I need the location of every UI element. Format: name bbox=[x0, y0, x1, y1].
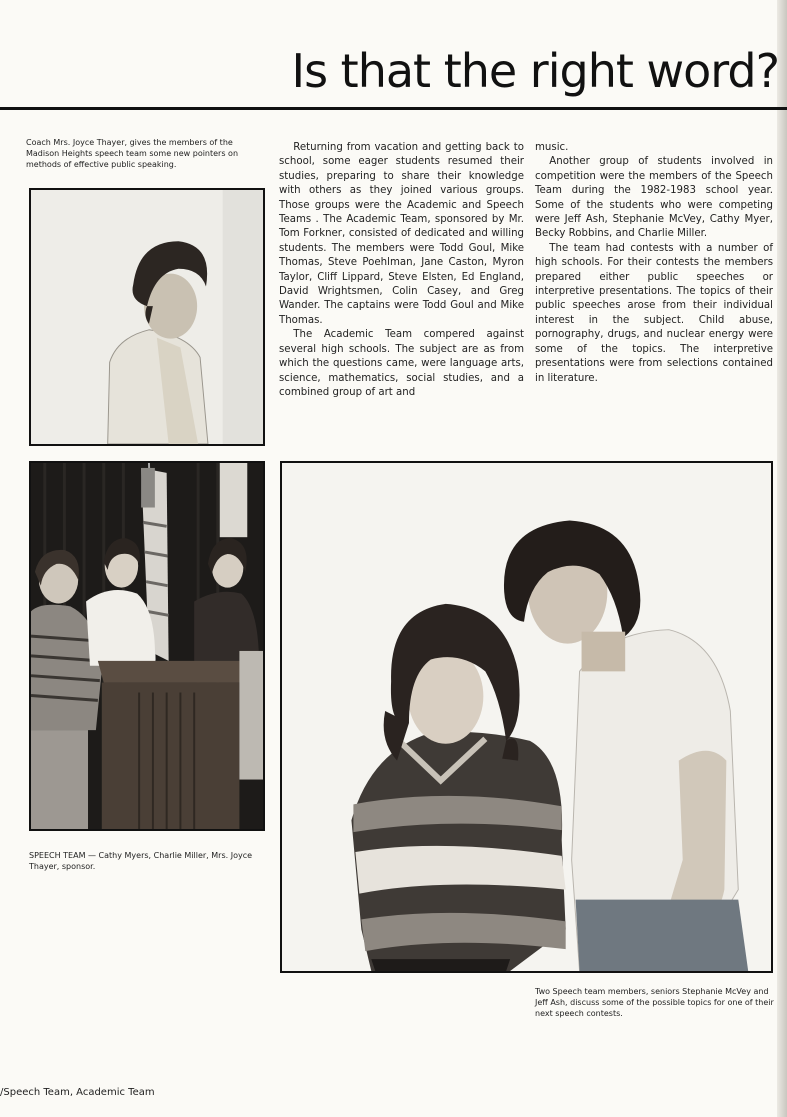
title-rule bbox=[0, 107, 787, 110]
article-paragraph: music. bbox=[535, 142, 569, 153]
article-column-2 bbox=[535, 141, 773, 386]
page-edge bbox=[777, 0, 787, 1117]
coach-photo bbox=[29, 188, 265, 446]
members-photo bbox=[280, 461, 773, 973]
article-paragraph: Returning from vacation and getting back to school, some eager students resumed their studies, preparing to share their knowledge with others as they joined various groups. Those groups were the Academic and Speech Teams . The Academic Team, sponsored by Mr. Tom Forkner, consisted of dedicated and willing students. The members were Todd Goul, Mike Thomas, Steve Poehlman, Jane Caston, Myron Taylor, Cliff Lippard, Steve Elsten, Ed England, David Wrightsmen, Colin Casey, and Greg Wander. The captains were Todd Goul and Mike Thomas. bbox=[279, 142, 524, 326]
coach-caption: Coach Mrs. Joyce Thayer, gives the members of the Madison Heights speech team some new pointers on methods of effective public speaking. bbox=[26, 138, 239, 169]
coach-photo-image bbox=[31, 190, 263, 444]
members-photo-image bbox=[282, 463, 771, 971]
speech-team-caption: SPEECH TEAM — Cathy Myers, Charlie Miller, Mrs. Joyce Thayer, sponsor. bbox=[29, 851, 253, 871]
page-footer: /Speech Team, Academic Team bbox=[0, 1087, 155, 1098]
article-paragraph: Another group of students involved in competition were the members of the Speech Team during the 1982-1983 school year. Some of the students who were competing were Jeff Ash, Stephanie McVey, Cathy Myer, Becky Robbins, and Charlie Miller. bbox=[535, 156, 773, 240]
speech-team-photo-image bbox=[31, 463, 263, 829]
article-column-1 bbox=[279, 141, 524, 400]
article-paragraph: The Academic Team compered against several high schools. The subject are as from which the questions came, were language arts, science, mathematics, social studies, and a combined group of art and bbox=[279, 329, 524, 398]
page-title: Is that the right word? bbox=[291, 44, 779, 98]
article-paragraph: The team had contests with a number of high schools. For their contests the members prepared either public speeches or interpretive presentations. The topics of their public speeches arose from their individual interest in the subject. Child abuse, pornography, drugs, and nuclear energy were some of the topics. The interpretive presentations were from selections contained in literature. bbox=[535, 242, 773, 384]
members-caption: Two Speech team members, seniors Stephanie McVey and Jeff Ash, discuss some of the possible topics for one of their next speech contests. bbox=[535, 987, 774, 1018]
speech-team-photo bbox=[29, 461, 265, 831]
